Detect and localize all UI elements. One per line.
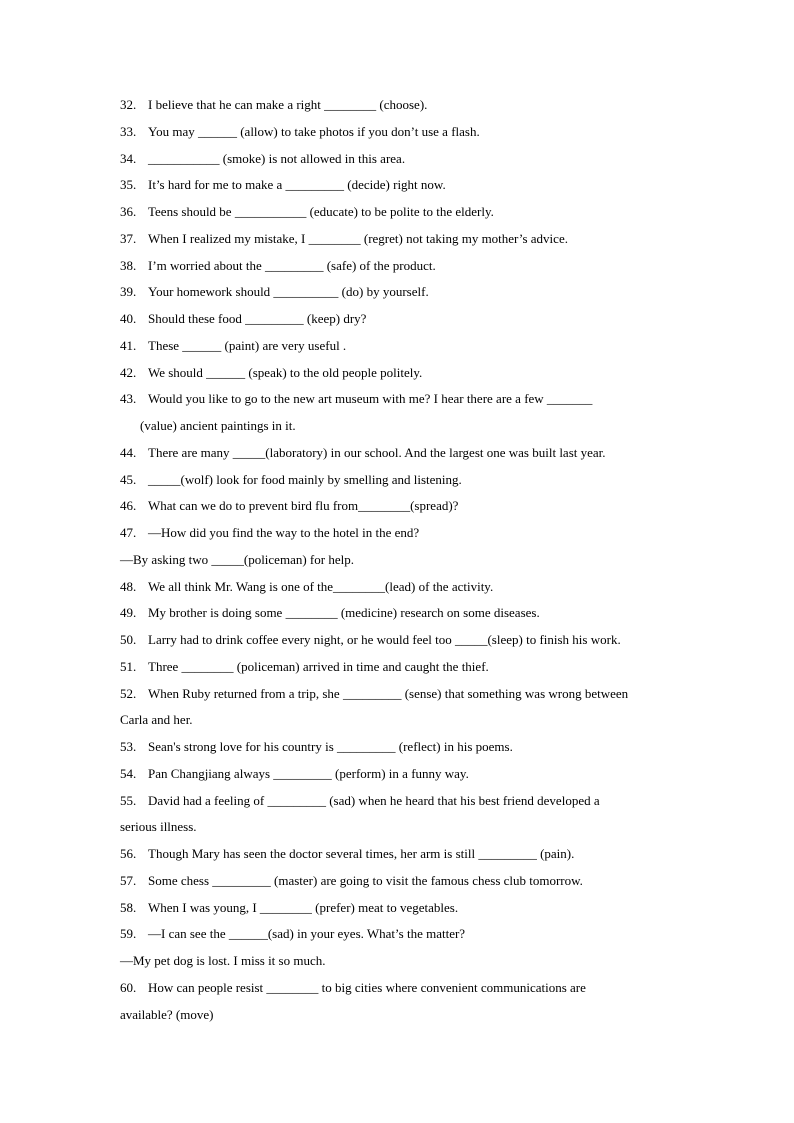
question-text: Larry had to drink coffee every night, or he would feel too _____(sleep) to finish his work. bbox=[148, 632, 621, 647]
question-48 bbox=[120, 574, 794, 601]
question-46 bbox=[120, 493, 794, 520]
question-number: 59. bbox=[120, 926, 137, 942]
question-45 bbox=[120, 467, 794, 494]
question-text: Teens should be ___________ (educate) to be polite to the elderly. bbox=[148, 204, 494, 219]
question-36 bbox=[120, 199, 794, 226]
question-number: 60. bbox=[120, 979, 137, 995]
question-text-continued: —My pet dog is lost. I miss it so much. bbox=[120, 953, 326, 968]
question-57 bbox=[120, 868, 794, 895]
question-number: 35. bbox=[120, 177, 137, 193]
question-37 bbox=[120, 226, 794, 253]
question-50 bbox=[120, 627, 794, 654]
question-number: 33. bbox=[120, 123, 137, 139]
question-43 bbox=[120, 386, 794, 440]
question-number: 53. bbox=[120, 739, 137, 754]
question-52 bbox=[120, 681, 794, 735]
question-number: 54. bbox=[120, 765, 137, 781]
question-38 bbox=[120, 253, 794, 280]
question-text: Pan Changjiang always _________ (perform) in a funny way. bbox=[148, 765, 469, 781]
question-text: Should these food _________ (keep) dry? bbox=[148, 311, 367, 326]
question-number: 41. bbox=[120, 337, 137, 353]
question-51 bbox=[120, 654, 794, 681]
question-33 bbox=[120, 119, 794, 146]
question-34 bbox=[120, 146, 794, 173]
question-text: My brother is doing some ________ (medicine) research on some diseases. bbox=[148, 605, 540, 621]
question-40 bbox=[120, 306, 794, 333]
question-text: Some chess _________ (master) are going to visit the famous chess club tomorrow. bbox=[148, 872, 583, 888]
question-text: What can we do to prevent bird flu from________(spread)? bbox=[148, 498, 459, 514]
question-text-continued: serious illness. bbox=[120, 819, 197, 835]
question-text: You may ______ (allow) to take photos if you don’t use a flash. bbox=[148, 123, 480, 139]
question-59 bbox=[120, 921, 794, 975]
question-number: 48. bbox=[120, 578, 137, 594]
question-58 bbox=[120, 895, 794, 922]
question-number: 58. bbox=[120, 899, 137, 915]
question-number: 40. bbox=[120, 311, 137, 326]
question-text: —How did you find the way to the hotel in the end? bbox=[148, 525, 420, 540]
question-number: 50. bbox=[120, 632, 137, 647]
question-54 bbox=[120, 761, 794, 788]
question-39 bbox=[120, 279, 794, 306]
question-49 bbox=[120, 600, 794, 627]
question-53 bbox=[120, 734, 794, 761]
question-text: It’s hard for me to make a _________ (decide) right now. bbox=[148, 177, 446, 193]
question-text: Sean's strong love for his country is _________ (reflect) in his poems. bbox=[148, 739, 513, 754]
question-text: We should ______ (speak) to the old people politely. bbox=[148, 364, 423, 380]
question-text: These ______ (paint) are very useful . bbox=[148, 337, 347, 353]
question-text: Three ________ (policeman) arrived in time and caught the thief. bbox=[148, 658, 489, 674]
question-text: I believe that he can make a right ________ (choose). bbox=[148, 97, 428, 112]
question-55 bbox=[120, 788, 794, 842]
question-number: 51. bbox=[120, 658, 137, 674]
question-number: 55. bbox=[120, 792, 137, 808]
question-number: 38. bbox=[120, 257, 137, 273]
question-number: 37. bbox=[120, 230, 137, 246]
question-text-continued: Carla and her. bbox=[120, 712, 193, 728]
question-number: 43. bbox=[120, 391, 137, 407]
question-text: Would you like to go to the new art museum with me? I hear there are a few _______ bbox=[148, 391, 593, 407]
question-number: 46. bbox=[120, 498, 137, 514]
question-text: How can people resist ________ to big cities where convenient communications are bbox=[148, 979, 586, 995]
question-number: 42. bbox=[120, 364, 137, 380]
question-text-continued: (value) ancient paintings in it. bbox=[140, 418, 296, 433]
question-text: _____(wolf) look for food mainly by smelling and listening. bbox=[148, 471, 462, 487]
question-text: David had a feeling of _________ (sad) when he heard that his best friend developed a bbox=[148, 792, 600, 808]
question-35 bbox=[120, 172, 794, 199]
question-42 bbox=[120, 360, 794, 387]
question-number: 44. bbox=[120, 444, 137, 460]
question-number: 34. bbox=[120, 150, 137, 166]
question-text: When I was young, I ________ (prefer) meat to vegetables. bbox=[148, 899, 459, 915]
question-text: I’m worried about the _________ (safe) of the product. bbox=[148, 257, 436, 273]
question-number: 36. bbox=[120, 204, 137, 219]
question-41 bbox=[120, 333, 794, 360]
question-text: ___________ (smoke) is not allowed in this area. bbox=[148, 150, 406, 166]
question-number: 32. bbox=[120, 97, 137, 112]
question-60 bbox=[120, 975, 794, 1029]
question-47 bbox=[120, 520, 794, 574]
question-text-continued: —By asking two _____(policeman) for help. bbox=[120, 551, 354, 567]
question-text: When Ruby returned from a trip, she _________ (sense) that something was wrong between bbox=[148, 685, 629, 701]
question-number: 52. bbox=[120, 685, 137, 701]
question-number: 39. bbox=[120, 284, 137, 300]
question-number: 47. bbox=[120, 525, 137, 540]
question-56 bbox=[120, 841, 794, 868]
question-text: We all think Mr. Wang is one of the________(lead) of the activity. bbox=[148, 578, 494, 594]
question-text: There are many _____(laboratory) in our school. And the largest one was built last year. bbox=[148, 444, 606, 460]
question-text: —I can see the ______(sad) in your eyes. What’s the matter? bbox=[148, 926, 466, 942]
question-number: 45. bbox=[120, 471, 137, 487]
question-text: When I realized my mistake, I ________ (regret) not taking my mother’s advice. bbox=[148, 230, 568, 246]
question-number: 57. bbox=[120, 872, 137, 888]
question-32 bbox=[120, 92, 794, 119]
question-text: Your homework should __________ (do) by yourself. bbox=[148, 284, 429, 300]
question-text: Though Mary has seen the doctor several times, her arm is still _________ (pain). bbox=[148, 846, 575, 861]
question-number: 56. bbox=[120, 846, 137, 861]
question-number: 49. bbox=[120, 605, 137, 621]
question-44 bbox=[120, 440, 794, 467]
question-text-continued: available? (move) bbox=[120, 1006, 214, 1022]
